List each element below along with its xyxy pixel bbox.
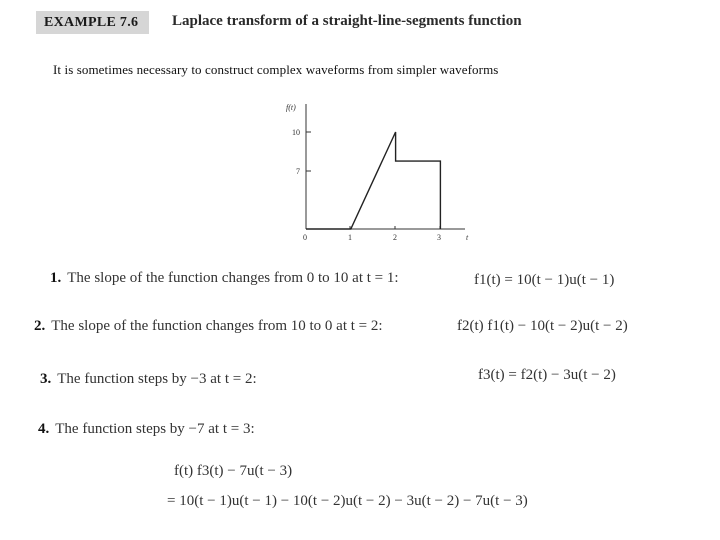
example-title: Laplace transform of a straight-line-segments function: [172, 13, 522, 29]
y-tick-label-7: 7: [296, 167, 300, 176]
step-4-text: The function steps by −7 at t = 3:: [55, 421, 255, 437]
step-4-number: 4.: [38, 421, 50, 437]
step-4: [38, 421, 255, 438]
x-tick-label-1: 1: [348, 233, 352, 242]
step-3-text: The function steps by −3 at t = 2:: [57, 371, 257, 387]
step-3-number: 3.: [40, 371, 52, 387]
final-equation-line-1: f(t) f3(t) − 7u(t − 3): [174, 463, 293, 479]
x-axis-label: t: [466, 233, 469, 242]
step-1-number: 1.: [50, 270, 62, 286]
final-equation-line-2: = 10(t − 1)u(t − 1) − 10(t − 2)u(t − 2) − 3u(t − 2) − 7u(t − 3): [167, 493, 528, 509]
step-2-number: 2.: [34, 318, 46, 334]
step-3-equation: f3(t) = f2(t) − 3u(t − 2): [478, 367, 616, 383]
y-axis-label: f(t): [286, 103, 296, 112]
step-2-text: The slope of the function changes from 10 to 0 at t = 2:: [51, 318, 383, 334]
step-1: [50, 270, 399, 287]
example-label: EXAMPLE 7.6: [36, 11, 149, 34]
y-tick-label-10: 10: [292, 128, 300, 137]
intro-text: It is sometimes necessary to construct complex waveforms from simpler waveforms: [53, 62, 499, 77]
x-tick-label-2: 2: [393, 233, 397, 242]
step-2: [34, 318, 383, 335]
x-tick-label-0: 0: [303, 233, 307, 242]
step-1-text: The slope of the function changes from 0 to 10 at t = 1:: [67, 270, 399, 286]
step-1-equation: f1(t) = 10(t − 1)u(t − 1): [474, 272, 615, 288]
waveform-line: [306, 132, 440, 229]
step-2-equation: f2(t) f1(t) − 10(t − 2)u(t − 2): [457, 318, 628, 334]
step-3: [40, 371, 257, 388]
x-tick-label-3: 3: [437, 233, 441, 242]
waveform-graph: [0, 0, 720, 260]
